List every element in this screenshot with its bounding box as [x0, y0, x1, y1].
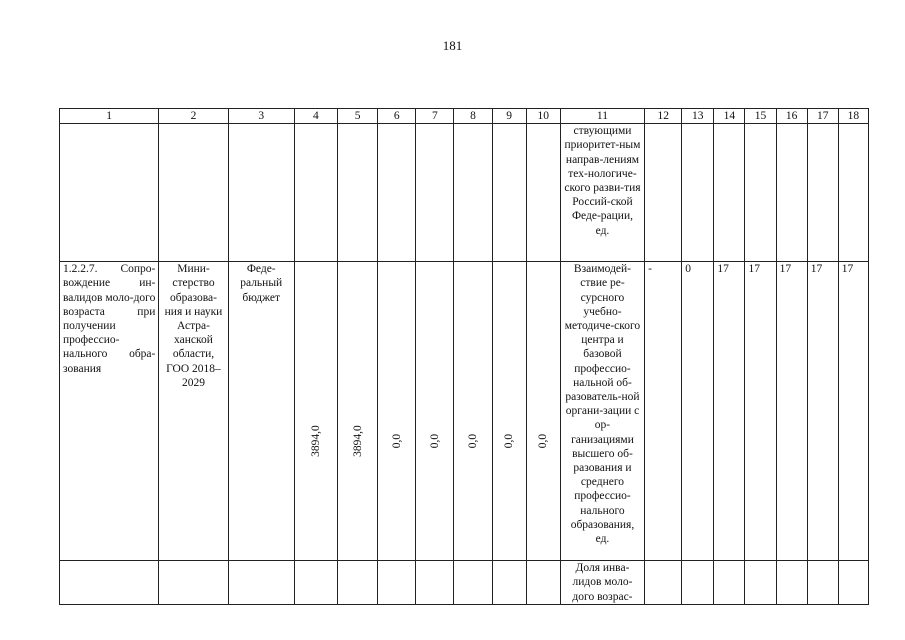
- col-header-6: 6: [378, 109, 416, 124]
- value-col5: 3894,0: [351, 425, 364, 457]
- col-header-9: 9: [492, 109, 526, 124]
- table-row-main: [60, 262, 869, 561]
- col-header-5: 5: [338, 109, 378, 124]
- col-header-3: 3: [228, 109, 294, 124]
- value-col8: 0,0: [466, 433, 479, 449]
- col-header-18: 18: [838, 109, 868, 124]
- indicator-cell: Доля инва-лидов моло-дого возрас-: [560, 561, 644, 605]
- value-total: 3894,0: [309, 425, 322, 457]
- indicator-value-col13: 0: [682, 262, 714, 561]
- col-header-7: 7: [416, 109, 454, 124]
- col-header-2: 2: [159, 109, 228, 124]
- col-header-13: 13: [682, 109, 714, 124]
- value-col10: 0,0: [537, 433, 550, 449]
- executor-cell: Мини-стерство образова-ния и науки Астра-ханской области, ГОО 2018–2029: [159, 262, 228, 561]
- col-header-17: 17: [807, 109, 838, 124]
- value-col6: 0,0: [390, 433, 403, 449]
- program-table: [59, 108, 869, 605]
- indicator-value-col12: -: [645, 262, 682, 561]
- col-header-14: 14: [714, 109, 745, 124]
- value-col9: 0,0: [503, 433, 516, 449]
- table-row-continuation: [60, 124, 869, 262]
- page-number: 181: [442, 38, 463, 53]
- indicator-cell: ствующими приоритет-ным направ-лениям тех-нологиче-ского разви-тия Россий-ской Феде-рации, ед.: [560, 124, 644, 262]
- col-header-12: 12: [645, 109, 682, 124]
- indicator-cell: Взаимодей-ствие ре-сурсного учебно-методиче-ского центра и базовой профессио-нальной об-разователь-ной органи-зации с ор-ганизациями высшего об-разования и среднего профессио-нального образования, ед.: [560, 262, 644, 561]
- indicator-value-col18: 17: [838, 262, 868, 561]
- col-header-15: 15: [745, 109, 776, 124]
- col-header-1: 1: [60, 109, 159, 124]
- col-header-16: 16: [776, 109, 807, 124]
- indicator-value-col17: 17: [807, 262, 838, 561]
- indicator-value-col15: 17: [745, 262, 776, 561]
- col-header-10: 10: [526, 109, 560, 124]
- table-row-next: [60, 561, 869, 605]
- header-row: [60, 109, 869, 124]
- indicator-value-col14: 17: [714, 262, 745, 561]
- col-header-4: 4: [294, 109, 337, 124]
- indicator-value-col16: 17: [776, 262, 807, 561]
- measure-name-cell: 1.2.2.7. Сопро-вождение ин-валидов моло-дого возраста при получении профессио-нального обра-зования: [60, 262, 159, 561]
- col-header-11: 11: [560, 109, 644, 124]
- col-header-8: 8: [454, 109, 492, 124]
- value-col7: 0,0: [428, 433, 441, 449]
- funding-source-cell: Феде-ральный бюджет: [228, 262, 294, 561]
